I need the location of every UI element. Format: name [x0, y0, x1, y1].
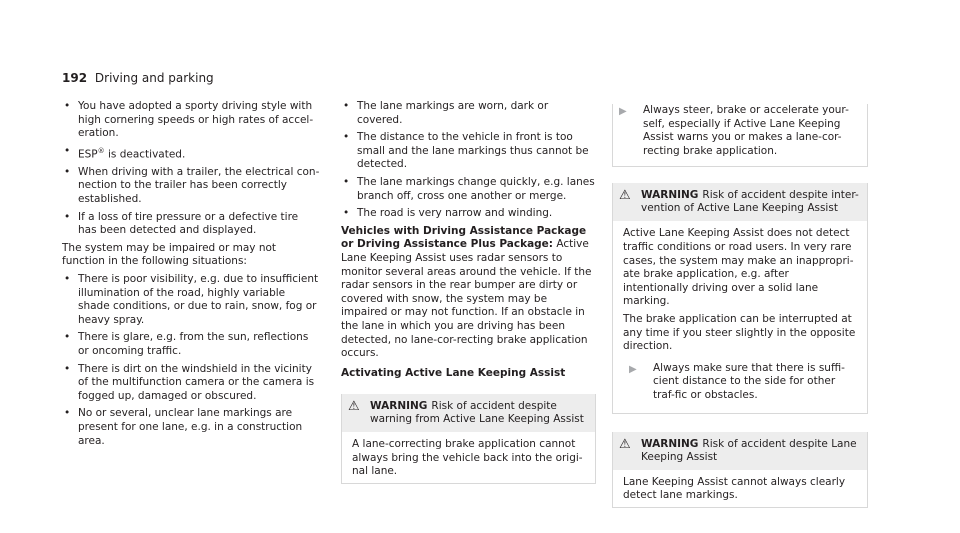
bullet-icon: • [64, 273, 71, 286]
warning-body: A lane-correcting brake application cannot always bring the vehicle back into the origi-nal lane. [352, 438, 583, 478]
warning-triangle-icon: ⚠ [348, 399, 360, 415]
bullet-icon: • [64, 165, 71, 178]
activating-heading: Activating Active Lane Keeping Assist [341, 366, 566, 379]
warning-body: Active Lane Keeping Assist does not detect traffic conditions or road users. In very rare cases, the system may make an inappropri-ate brake application, e.g. after intentionally driving over a solid lane marking. The brake application can be interrupted at any time if you steer slightly in the opposite direction. ▶ Always make sure that there is suffi-cient distance to the side for other traf-fic or obstacles. [623, 227, 856, 401]
vehicles-paragraph: Vehicles with Driving Assistance Package or Driving Assistance Plus Package: Active Lane Keeping Assist uses radar sensors to monitor several areas around the vehicle. If the radar sensors in the rear bumper are dirty or covered with snow, the system may be impaired or may not function. If an obstacle in the lane in which you are driving has been detected, no lane-cor-recting brake application occurs. [341, 224, 592, 360]
warning-title: Risk of accident despite inter-vention of Active Lane Keeping Assist [641, 189, 859, 215]
warning-title: Risk of accident despite warning from Active Lane Keeping Assist [370, 400, 584, 426]
warning-box [612, 183, 868, 413]
bullet-icon: • [64, 100, 71, 112]
list-item: • ESP® is deactivated. [64, 144, 186, 161]
warning-label: WARNING [370, 400, 428, 413]
vehicles-subheading: Vehicles with Driving Assistance Package or Driving Assistance Plus Package: [341, 224, 587, 251]
warning-body: Lane Keeping Assist cannot always clearly detect lane markings. [623, 475, 846, 502]
bullet-icon: • [64, 362, 71, 375]
column-2 [341, 100, 596, 484]
list-item: • When driving with a trailer, the electrical con-nection to the trailer has been correctly established. [64, 165, 320, 206]
list-item: • The lane markings change quickly, e.g. lanes branch off, cross one another or merge. [343, 175, 595, 202]
registered-mark: ® [97, 146, 105, 155]
warning-label: WARNING [641, 189, 699, 202]
impairment-list [62, 273, 320, 448]
bullet-icon: • [64, 407, 71, 420]
list-item: • If a loss of tire pressure or a defective tire has been detected and displayed. [64, 210, 299, 237]
bullet-icon: • [343, 207, 350, 220]
esp-label: ESP [78, 148, 98, 161]
list-item: • You have adopted a sporty driving style with high cornering speeds or high rates of accel-eration. [64, 100, 314, 140]
list-item: • The lane markings are worn, dark or covered. [343, 100, 549, 126]
list-item: • The road is very narrow and winding. [343, 207, 553, 220]
list-item: • There is dirt on the windshield in the vicinity of the multifunction camera or the camera is fogged up, damaged or obscured. [64, 362, 315, 402]
arrow-right-icon: ▶ [619, 106, 627, 117]
section-title: Driving and parking [94, 71, 214, 85]
column-1 [62, 100, 320, 452]
impairment-list-continued [341, 100, 596, 221]
column-3 [612, 104, 868, 508]
conditions-list [62, 100, 320, 238]
list-item: • The distance to the vehicle in front is too small and the lane markings thus cannot be detected. [343, 131, 589, 171]
intro-paragraph: The system may be impaired or may not function in the following situations: [62, 241, 277, 268]
warning-label: WARNING [641, 437, 699, 450]
warning-triangle-icon: ⚠ [619, 188, 631, 204]
arrow-right-icon: ▶ [629, 363, 637, 375]
page-number: 192 [62, 71, 88, 85]
bullet-icon: • [64, 331, 71, 344]
list-item: • There is glare, e.g. from the sun, reflections or oncoming traffic. [64, 331, 309, 357]
bullet-icon: • [64, 144, 71, 157]
bullet-icon: • [64, 210, 71, 223]
warning-header [613, 432, 867, 470]
list-item: • There is poor visibility, e.g. due to insufficient illumination of the road, highly variable shade conditions, or due to rain, snow, fog or heavy spray. [64, 273, 319, 326]
page-header [62, 71, 214, 85]
warning-title: Risk of accident despite Lane Keeping Assist [641, 437, 857, 463]
tip: ▶ Always steer, brake or accelerate your-self, especially if Active Lane Keeping Assist warns you or makes a lane-cor-recting brake application. [619, 104, 849, 157]
warning-triangle-icon: ⚠ [619, 436, 631, 452]
warning-box [612, 432, 868, 508]
bullet-icon: • [343, 175, 350, 188]
bullet-icon: • [343, 131, 350, 144]
warning-box [341, 394, 596, 484]
bullet-icon: • [343, 100, 350, 112]
warning-header [342, 394, 595, 432]
list-item: • No or several, unclear lane markings are present for one lane, e.g. in a construction area. [64, 407, 303, 447]
tip: ▶ Always make sure that there is suffi-cient distance to the side for other traf-fic or obstacles. [629, 361, 845, 401]
tip-box [612, 104, 868, 167]
warning-header [613, 183, 867, 221]
